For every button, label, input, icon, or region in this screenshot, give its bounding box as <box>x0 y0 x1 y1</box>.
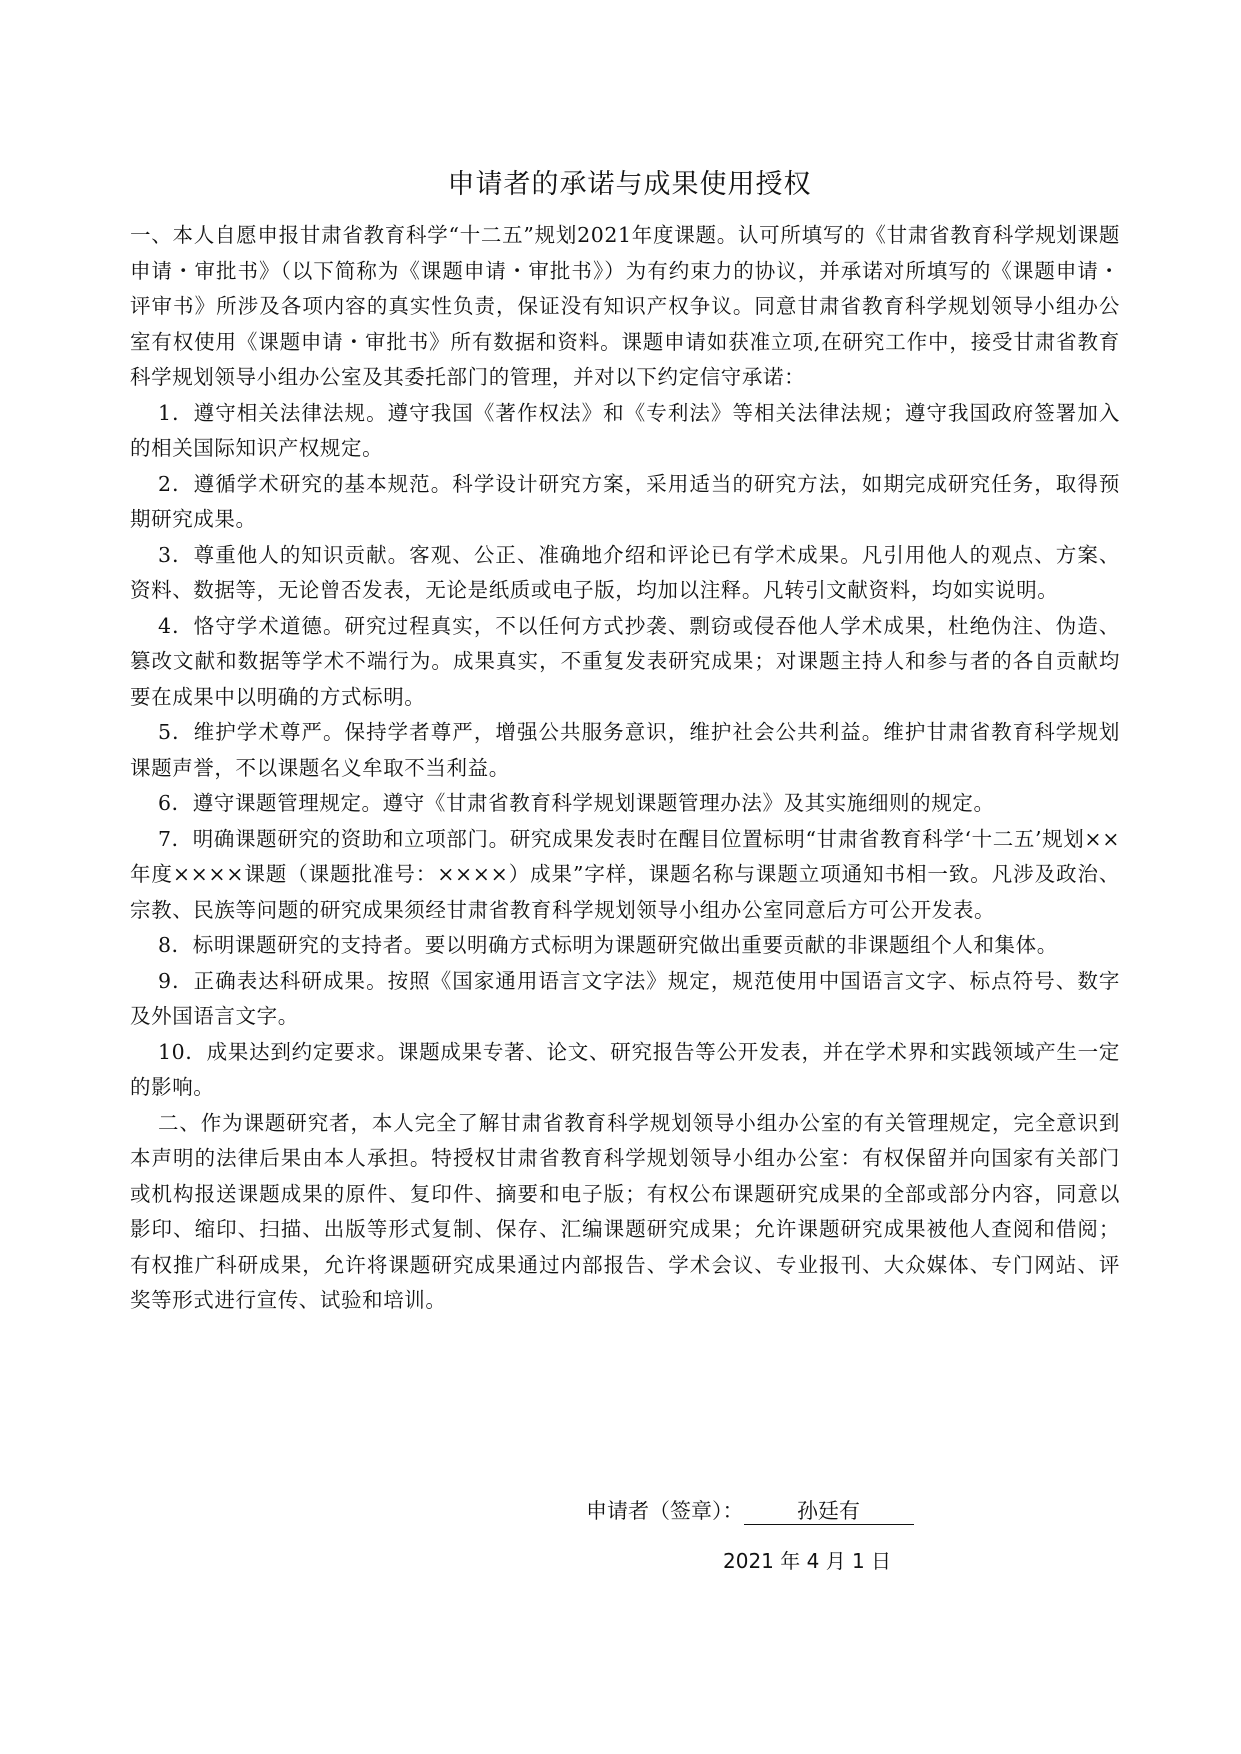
commitment-item-1: 1．遵守相关法律法规。遵守我国《著作权法》和《专利法》等相关法律法规；遵守我国政府签署加入的相关国际知识产权规定。 <box>130 400 1120 460</box>
commitment-item-4: 4．恪守学术道德。研究过程真实，不以任何方式抄袭、剽窃或侵吞他人学术成果，杜绝伪注、伪造、篡改文献和数据等学术不端行为。成果真实，不重复发表研究成果；对课题主持人和参与者的各自贡献均要在成果中以明确的方式标明。 <box>130 613 1120 709</box>
commitment-item-10: 10．成果达到约定要求。课题成果专著、论文、研究报告等公开发表，并在学术界和实践领域产生一定的影响。 <box>130 1039 1120 1099</box>
commitment-item-9: 9．正确表达科研成果。按照《国家通用语言文字法》规定，规范使用中国语言文字、标点符号、数字及外国语言文字。 <box>130 968 1120 1028</box>
commitment-item-6: 6．遵守课题管理规定。遵守《甘肃省教育科学规划课题管理办法》及其实施细则的规定。 <box>158 791 995 815</box>
commitment-item-8: 8．标明课题研究的支持者。要以明确方式标明为课题研究做出重要贡献的非课题组个人和集体。 <box>158 933 1058 957</box>
commitment-item-5: 5．维护学术尊严。保持学者尊严，增强公共服务意识，维护社会公共利益。维护甘肃省教育科学规划课题声誉，不以课题名义牟取不当利益。 <box>130 720 1120 780</box>
signature-label: 申请者（签章）： <box>586 1499 744 1523</box>
commitment-item-2: 2．遵循学术研究的基本规范。科学设计研究方案，采用适当的研究方法，如期完成研究任务，取得预期研究成果。 <box>130 471 1120 531</box>
intro-paragraph: 一、本人自愿申报甘肃省教育科学“十二五”规划2021年度课题。认可所填写的《甘肃省教育科学规划课题申请・审批书》（以下简称为《课题申请・审批书》）为有约束力的协议，并承诺对所填写的《课题申请・评审书》所涉及各项内容的真实性负责，保证没有知识产权争议。同意甘肃省教育科学规划领导小组办公室有权使用《课题申请・审批书》所有数据和资料。课题申请如获准立项,在研究工作中，接受甘肃省教育科学规划领导小组办公室及其委托部门的管理，并对以下约定信守承诺： <box>130 223 1120 389</box>
commitment-item-3: 3．尊重他人的知识贡献。客观、公正、准确地介绍和评论已有学术成果。凡引用他人的观点、方案、资料、数据等，无论曾否发表，无论是纸质或电子版，均加以注释。凡转引文献资料，均如实说明。 <box>130 542 1120 602</box>
authorization-paragraph: 二、作为课题研究者，本人完全了解甘肃省教育科学规划领导小组办公室的有关管理规定，完全意识到本声明的法律后果由本人承担。特授权甘肃省教育科学规划领导小组办公室：有权保留并向国家有关部门或机构报送课题成果的原件、复印件、摘要和电子版；有权公布课题研究成果的全部或部分内容，同意以影印、缩印、扫描、出版等形式复制、保存、汇编课题研究成果；允许课题研究成果被他人查阅和借阅；有权推广科研成果，允许将课题研究成果通过内部报告、学术会议、专业报刊、大众媒体、专门网站、评奖等形式进行宣传、试验和培训。 <box>130 1110 1120 1312</box>
commitment-item-7: 7．明确课题研究的资助和立项部门。研究成果发表时在醒目位置标明“甘肃省教育科学‘十二五’规划××年度××××课题（课题批准号：××××）成果”字样，课题名称与课题立项通知书相一致。凡涉及政治、宗教、民族等问题的研究成果须经甘肃省教育科学规划领导小组办公室同意后方可公开发表。 <box>130 826 1120 922</box>
signature-date: 2021 年 4 月 1 日 <box>723 1549 892 1573</box>
document-title: 申请者的承诺与成果使用授权 <box>447 169 812 200</box>
signature-name: 孙廷有 <box>744 1498 914 1525</box>
document-body <box>130 218 1120 1319</box>
signature-row <box>586 1495 914 1525</box>
